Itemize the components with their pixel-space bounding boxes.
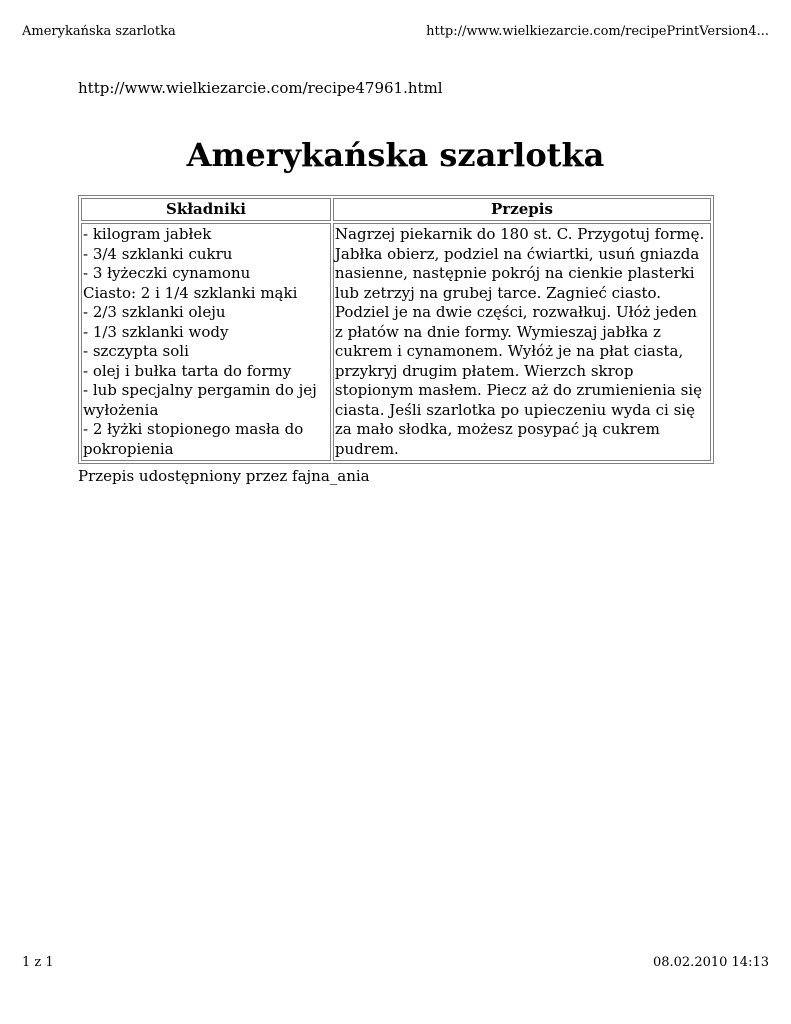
page-title: Amerykańska szarlotka bbox=[186, 136, 605, 174]
table-header-row bbox=[81, 198, 711, 221]
print-header-url: http://www.wielkiezarcie.com/recipePrintVersion4... bbox=[426, 24, 769, 39]
ingredients-header: Składniki bbox=[81, 198, 331, 221]
recipe-table bbox=[78, 195, 714, 464]
ingredient-item: - 3 łyżeczki cynamonu bbox=[83, 264, 251, 282]
recipe-header: Przepis bbox=[333, 198, 711, 221]
recipe-credit: Przepis udostępniony przez fajna_ania bbox=[78, 467, 370, 485]
table-row bbox=[81, 223, 711, 461]
ingredient-item: - 1/3 szklanki wody bbox=[83, 322, 229, 341]
ingredient-item: - lub specjalny pergamin do jej wyłożenia bbox=[83, 381, 317, 419]
ingredient-item: - 2/3 szklanki oleju bbox=[83, 303, 226, 321]
print-timestamp: 08.02.2010 14:13 bbox=[652, 955, 769, 970]
page-number: 1 z 1 bbox=[22, 955, 54, 970]
recipe-text: Nagrzej piekarnik do 180 st. C. Przygotuj formę. Jabłka obierz, podziel na ćwiartki, usuń gniazda nasienne, następnie pokrój na cienkie plasterki lub zetrzyj na grubej tarce. Zagnieć ciasto. Podziel je na dwie części, rozwałkuj. Ułóż jeden z płatów na dnie formy. Wymieszaj jabłka z cukrem i cynamonem. Wyłóż je na płat ciasta, przykryj drugim płatem. Wierzch skrop stopionym masłem. Piecz aż do zrumienienia się ciasta. Jeśli szarlotka po upieczeniu wyda ci się za mało słodka, możesz posypać ją cukrem pudrem. bbox=[334, 225, 705, 458]
ingredient-item: Ciasto: 2 i 1/4 szklanki mąki bbox=[83, 283, 298, 302]
print-header-title: Amerykańska szarlotka bbox=[22, 24, 176, 39]
ingredient-item: - 3/4 szklanki cukru bbox=[83, 244, 233, 263]
ingredient-item: - szczypta soli bbox=[83, 342, 189, 360]
source-url: http://www.wielkiezarcie.com/recipe47961.html bbox=[78, 79, 443, 97]
recipe-cell bbox=[333, 223, 711, 461]
ingredients-cell bbox=[81, 223, 331, 461]
ingredient-item: - kilogram jabłek bbox=[83, 225, 212, 243]
ingredient-item: - 2 łyżki stopionego masła do pokropienia bbox=[83, 420, 304, 458]
ingredient-item: - olej i bułka tarta do formy bbox=[83, 361, 292, 380]
